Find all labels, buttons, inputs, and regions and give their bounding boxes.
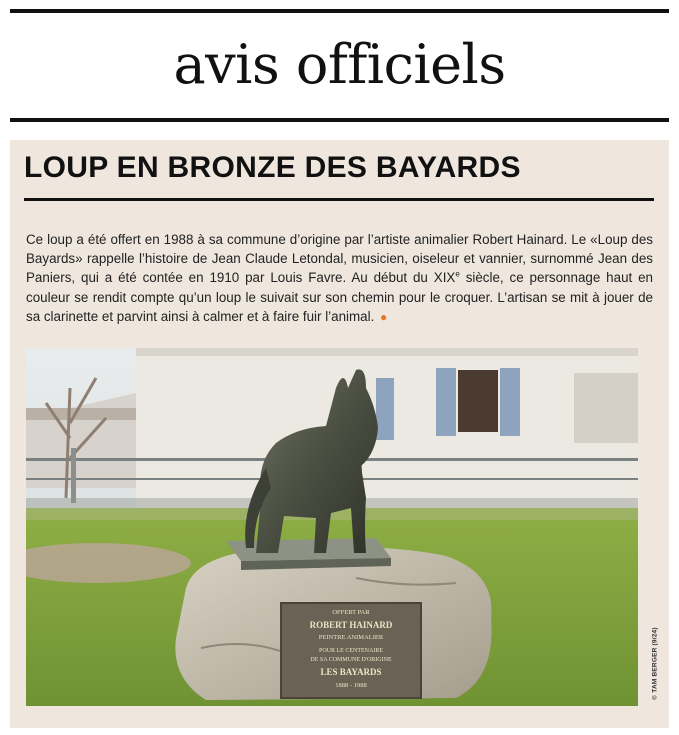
headline-rule (24, 198, 654, 201)
top-rule (10, 9, 669, 13)
article-body (26, 230, 653, 327)
body-text-part1: Ce loup a été offert en 1988 à sa commune d’origine par l’artiste animalier Robert Hainard. Le «Loup des Bayards» rappelle l’histoire de Jean Claude Letondal, musicien, oiseleur et vannier, surnommé Jean des Paniers, qui a été contée en 1910 par Louis Favre. Au début du XIX (26, 232, 653, 286)
plaque-line-6: LES BAYARDS (320, 667, 382, 677)
photo-credit (650, 620, 660, 710)
plaque-line-5: DE SA COMMUNE D'ORIGINE (310, 657, 392, 663)
plaque-line-4: POUR LE CENTENAIRE (319, 648, 383, 654)
body-text-part2: siècle, ce personnage haut en couleur se rendit compte qu’un loup le suivait sur son chemin pour le croquer. L’artisan se mit à jouer de sa clarinette et parvint ainsi à calmer et à faire fuir l’animal. (26, 270, 654, 324)
section-title: avis officiels (173, 33, 506, 96)
end-mark-icon: ● (380, 309, 388, 324)
article-panel (10, 140, 669, 728)
title-rule (10, 118, 669, 122)
article-headline: LOUP EN BRONZE DES BAYARDS (24, 151, 521, 184)
plaque-line-1: OFFERT PAR (332, 609, 370, 616)
plaque-line-3: PEINTRE ANIMALIER (318, 634, 384, 641)
plaque-line-2: ROBERT HAINARD (309, 620, 393, 630)
plaque-line-7: 1888 - 1988 (335, 682, 367, 689)
century-superscript: e (455, 269, 460, 279)
photo-credit-text: © TAM BERGER (9/24) (651, 627, 659, 700)
wolf-statue-photo (26, 348, 638, 706)
